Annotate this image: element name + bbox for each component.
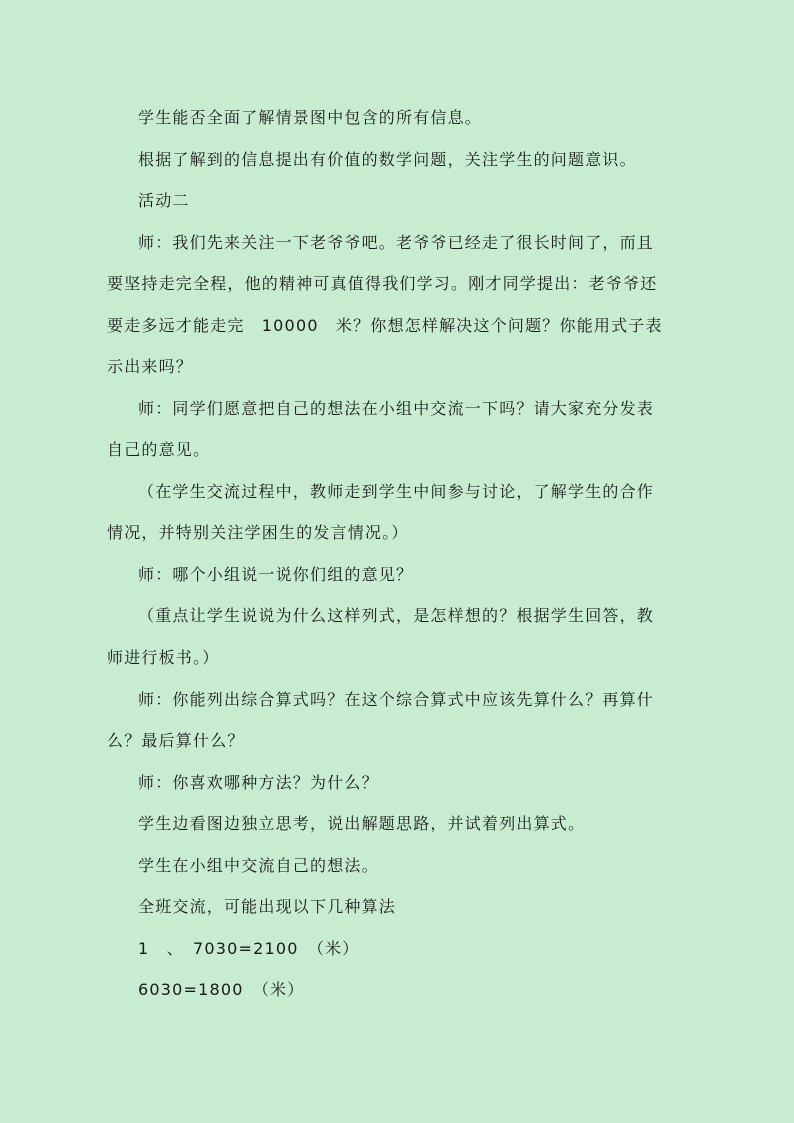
paragraph-line: 情况，并特别关注学困生的发言情况。） [107, 523, 409, 542]
section-heading: 活动二 [138, 191, 190, 210]
paragraph-line: （重点让学生说说为什么这样列式，是怎样想的？根据学生回答，教 [138, 606, 655, 625]
paragraph-line: 师：哪个小组说一说你们组的意见？ [138, 565, 414, 584]
paragraph-line: 师：我们先来关注一下老爷爷吧。老爷爷已经走了很长时间了，而且 [138, 233, 655, 252]
paragraph-line: 要坚持走完全程，他的精神可真值得我们学习。刚才同学提出：老爷爷还 [107, 274, 658, 293]
paragraph-line: 么？最后算什么？ [107, 731, 245, 750]
paragraph-line: 全班交流，可能出现以下几种算法 [138, 897, 397, 916]
paragraph-line: 师进行板书。） [107, 648, 220, 667]
paragraph-line: 自己的意见。 [107, 440, 211, 459]
paragraph-line: 要走多远才能走完 10000 米？你想怎样解决这个问题？你能用式子表 [107, 316, 663, 335]
paragraph-line: 学生边看图边独立思考，说出解题思路，并试着列出算式。 [138, 814, 586, 833]
formula-line: 6030=1800 （米） [138, 980, 305, 999]
paragraph-line: 师：同学们愿意把自己的想法在小组中交流一下吗？请大家充分发表 [138, 399, 655, 418]
paragraph-line: 师：你能列出综合算式吗？在这个综合算式中应该先算什么？再算什 [138, 690, 655, 709]
paragraph-line: 学生能否全面了解情景图中包含的所有信息。 [138, 108, 483, 127]
paragraph-line: 师：你喜欢哪种方法？为什么？ [138, 773, 379, 792]
paragraph-line: 根据了解到的信息提出有价值的数学问题，关注学生的问题意识。 [138, 150, 637, 169]
formula-line: 1 、 7030=2100 （米） [138, 939, 360, 958]
paragraph-line: 示出来吗？ [107, 357, 194, 376]
paragraph-line: 学生在小组中交流自己的想法。 [138, 856, 379, 875]
paragraph-line: （在学生交流过程中，教师走到学生中间参与讨论，了解学生的合作 [138, 482, 655, 501]
